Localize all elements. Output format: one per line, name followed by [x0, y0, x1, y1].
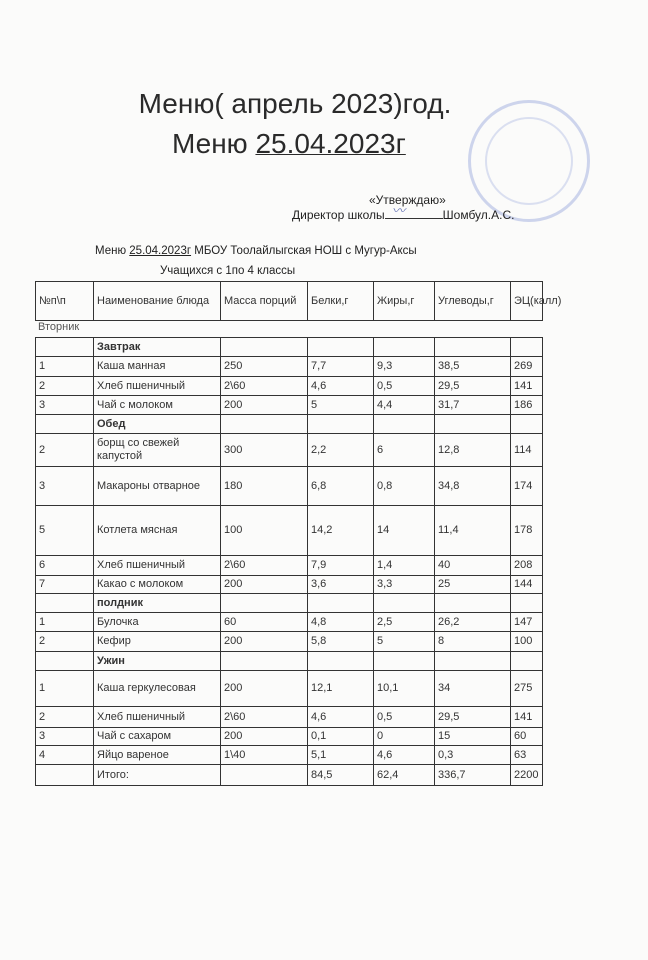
cell-protein: 0,1	[308, 728, 374, 746]
cell-number: 3	[36, 467, 94, 506]
cell-fat	[374, 415, 435, 434]
day-label: Вторник	[38, 321, 80, 333]
cell-portion	[221, 338, 308, 357]
cell-protein: 6,8	[308, 467, 374, 506]
cell-energy: 186	[511, 396, 543, 415]
cell-number: 4	[36, 746, 94, 765]
table-row	[36, 728, 543, 746]
cell-dish: Хлеб пшеничный	[94, 377, 221, 396]
students-line: Учащихся с 1по 4 классы	[160, 265, 296, 277]
cell-fat: 62,4	[374, 765, 435, 786]
cell-number: 3	[36, 728, 94, 746]
cell-fat: 14	[374, 506, 435, 556]
cell-dish: полдник	[94, 594, 221, 613]
date-title	[172, 128, 406, 160]
cell-fat: 4,6	[374, 746, 435, 765]
cell-dish: борщ со свежей капустой	[94, 434, 221, 467]
date-title-date: 25.04.2023г	[255, 128, 406, 159]
cell-protein: 14,2	[308, 506, 374, 556]
cell-protein	[308, 652, 374, 671]
cell-fat	[374, 652, 435, 671]
cell-energy	[511, 594, 543, 613]
column-header-fat: Жиры,г	[374, 282, 435, 321]
cell-energy	[511, 652, 543, 671]
menu-subtitle	[95, 245, 417, 257]
cell-dish: Хлеб пшеничный	[94, 707, 221, 728]
cell-energy	[511, 338, 543, 357]
cell-portion: 180	[221, 467, 308, 506]
cell-dish: Итого:	[94, 765, 221, 786]
table-row	[36, 377, 543, 396]
cell-protein	[308, 594, 374, 613]
cell-protein: 84,5	[308, 765, 374, 786]
cell-number	[36, 415, 94, 434]
section-row	[36, 594, 543, 613]
column-header-carbs: Углеводы,г	[435, 282, 511, 321]
cell-dish: Котлета мясная	[94, 506, 221, 556]
cell-protein	[308, 415, 374, 434]
table-row	[36, 632, 543, 652]
table-row	[36, 434, 543, 467]
cell-portion: 200	[221, 632, 308, 652]
director-signature: 〰	[392, 204, 406, 219]
cell-energy: 208	[511, 556, 543, 576]
director-label: Директор школы	[292, 208, 385, 222]
cell-portion: 250	[221, 357, 308, 377]
table-row	[36, 467, 543, 506]
cell-carbs: 8	[435, 632, 511, 652]
cell-dish: Обед	[94, 415, 221, 434]
table-row	[36, 357, 543, 377]
table-row	[36, 396, 543, 415]
cell-carbs: 26,2	[435, 613, 511, 632]
cell-carbs	[435, 594, 511, 613]
cell-carbs: 34	[435, 671, 511, 707]
cell-dish: Какао с молоком	[94, 576, 221, 594]
table-row	[36, 506, 543, 556]
cell-carbs: 31,7	[435, 396, 511, 415]
cell-energy: 63	[511, 746, 543, 765]
cell-portion	[221, 594, 308, 613]
cell-fat: 0,5	[374, 707, 435, 728]
table-row	[36, 556, 543, 576]
cell-number: 2	[36, 707, 94, 728]
cell-carbs: 12,8	[435, 434, 511, 467]
cell-carbs	[435, 652, 511, 671]
cell-carbs: 0,3	[435, 746, 511, 765]
title: Меню( апрель 2023)год.	[138, 88, 452, 119]
cell-portion	[221, 415, 308, 434]
cell-energy: 144	[511, 576, 543, 594]
cell-portion: 300	[221, 434, 308, 467]
table-row	[36, 613, 543, 632]
cell-protein: 4,6	[308, 377, 374, 396]
column-header-protein: Белки,г	[308, 282, 374, 321]
cell-number: 1	[36, 357, 94, 377]
cell-fat: 10,1	[374, 671, 435, 707]
cell-energy: 141	[511, 707, 543, 728]
cell-number	[36, 594, 94, 613]
approval-text: «Утверждаю»	[369, 193, 446, 207]
menu-table-header	[35, 281, 562, 321]
cell-portion: 2\60	[221, 377, 308, 396]
cell-fat	[374, 338, 435, 357]
cell-fat: 1,4	[374, 556, 435, 576]
date-title-prefix: Меню	[172, 128, 256, 159]
cell-portion: 1\40	[221, 746, 308, 765]
cell-protein: 12,1	[308, 671, 374, 707]
cell-dish: Каша геркулесовая	[94, 671, 221, 707]
cell-protein	[308, 338, 374, 357]
cell-number: 6	[36, 556, 94, 576]
cell-energy: 275	[511, 671, 543, 707]
cell-portion: 200	[221, 396, 308, 415]
school-stamp	[468, 100, 590, 222]
cell-portion: 100	[221, 506, 308, 556]
menu-table	[35, 337, 543, 786]
cell-energy: 269	[511, 357, 543, 377]
cell-portion	[221, 652, 308, 671]
cell-carbs	[435, 415, 511, 434]
cell-fat	[374, 594, 435, 613]
cell-energy: 178	[511, 506, 543, 556]
cell-number: 1	[36, 671, 94, 707]
cell-carbs: 38,5	[435, 357, 511, 377]
column-header-portion: Масса порций	[221, 282, 308, 321]
total-row	[36, 765, 543, 786]
cell-carbs: 15	[435, 728, 511, 746]
cell-energy: 141	[511, 377, 543, 396]
director-name: Шомбул.А.С.	[442, 208, 515, 222]
cell-dish: Чай с молоком	[94, 396, 221, 415]
cell-dish: Каша манная	[94, 357, 221, 377]
cell-carbs: 40	[435, 556, 511, 576]
cell-carbs: 29,5	[435, 707, 511, 728]
cell-fat: 6	[374, 434, 435, 467]
cell-fat: 0	[374, 728, 435, 746]
cell-dish: Яйцо вареное	[94, 746, 221, 765]
cell-protein: 4,6	[308, 707, 374, 728]
cell-portion	[221, 765, 308, 786]
cell-number: 2	[36, 434, 94, 467]
cell-fat: 4,4	[374, 396, 435, 415]
cell-protein: 2,2	[308, 434, 374, 467]
cell-fat: 0,5	[374, 377, 435, 396]
subtitle-school: МБОУ Тоолайлыгская НОШ с Мугур-Аксы	[191, 245, 417, 257]
cell-dish: Макароны отварное	[94, 467, 221, 506]
header-row	[36, 282, 543, 321]
cell-carbs: 29,5	[435, 377, 511, 396]
cell-portion: 60	[221, 613, 308, 632]
cell-portion: 200	[221, 728, 308, 746]
column-header-energy: ЭЦ(калл)	[511, 282, 543, 321]
cell-protein: 4,8	[308, 613, 374, 632]
cell-energy: 174	[511, 467, 543, 506]
table-row	[36, 707, 543, 728]
cell-dish: Чай с сахаром	[94, 728, 221, 746]
cell-number: 3	[36, 396, 94, 415]
cell-number: 2	[36, 632, 94, 652]
cell-number	[36, 338, 94, 357]
cell-number: 5	[36, 506, 94, 556]
cell-fat: 2,5	[374, 613, 435, 632]
cell-number	[36, 652, 94, 671]
cell-dish: Хлеб пшеничный	[94, 556, 221, 576]
cell-fat: 5	[374, 632, 435, 652]
table-row	[36, 671, 543, 707]
cell-number: 7	[36, 576, 94, 594]
cell-protein: 5,8	[308, 632, 374, 652]
cell-number: 1	[36, 613, 94, 632]
cell-dish: Завтрак	[94, 338, 221, 357]
subtitle-date: 25.04.2023г	[129, 245, 192, 257]
subtitle-prefix: Меню	[95, 245, 130, 257]
section-row	[36, 338, 543, 357]
cell-protein: 7,9	[308, 556, 374, 576]
cell-protein: 7,7	[308, 357, 374, 377]
cell-portion: 200	[221, 671, 308, 707]
cell-protein: 5,1	[308, 746, 374, 765]
cell-fat: 9,3	[374, 357, 435, 377]
cell-energy: 114	[511, 434, 543, 467]
cell-dish: Булочка	[94, 613, 221, 632]
cell-energy: 2200	[511, 765, 543, 786]
cell-dish: Ужин	[94, 652, 221, 671]
cell-energy: 60	[511, 728, 543, 746]
section-row	[36, 652, 543, 671]
cell-number: 2	[36, 377, 94, 396]
cell-dish: Кефир	[94, 632, 221, 652]
cell-carbs	[435, 338, 511, 357]
column-header-dish: Наименование блюда	[94, 282, 221, 321]
cell-carbs: 11,4	[435, 506, 511, 556]
cell-energy	[511, 415, 543, 434]
table-row	[36, 576, 543, 594]
cell-energy: 100	[511, 632, 543, 652]
cell-energy: 147	[511, 613, 543, 632]
column-header-number: №п\п	[36, 282, 94, 321]
section-row	[36, 415, 543, 434]
cell-number	[36, 765, 94, 786]
cell-fat: 0,8	[374, 467, 435, 506]
cell-portion: 200	[221, 576, 308, 594]
cell-protein: 3,6	[308, 576, 374, 594]
cell-protein: 5	[308, 396, 374, 415]
cell-fat: 3,3	[374, 576, 435, 594]
cell-portion: 2\60	[221, 556, 308, 576]
cell-carbs: 25	[435, 576, 511, 594]
table-row	[36, 746, 543, 765]
cell-portion: 2\60	[221, 707, 308, 728]
cell-carbs: 336,7	[435, 765, 511, 786]
cell-carbs: 34,8	[435, 467, 511, 506]
